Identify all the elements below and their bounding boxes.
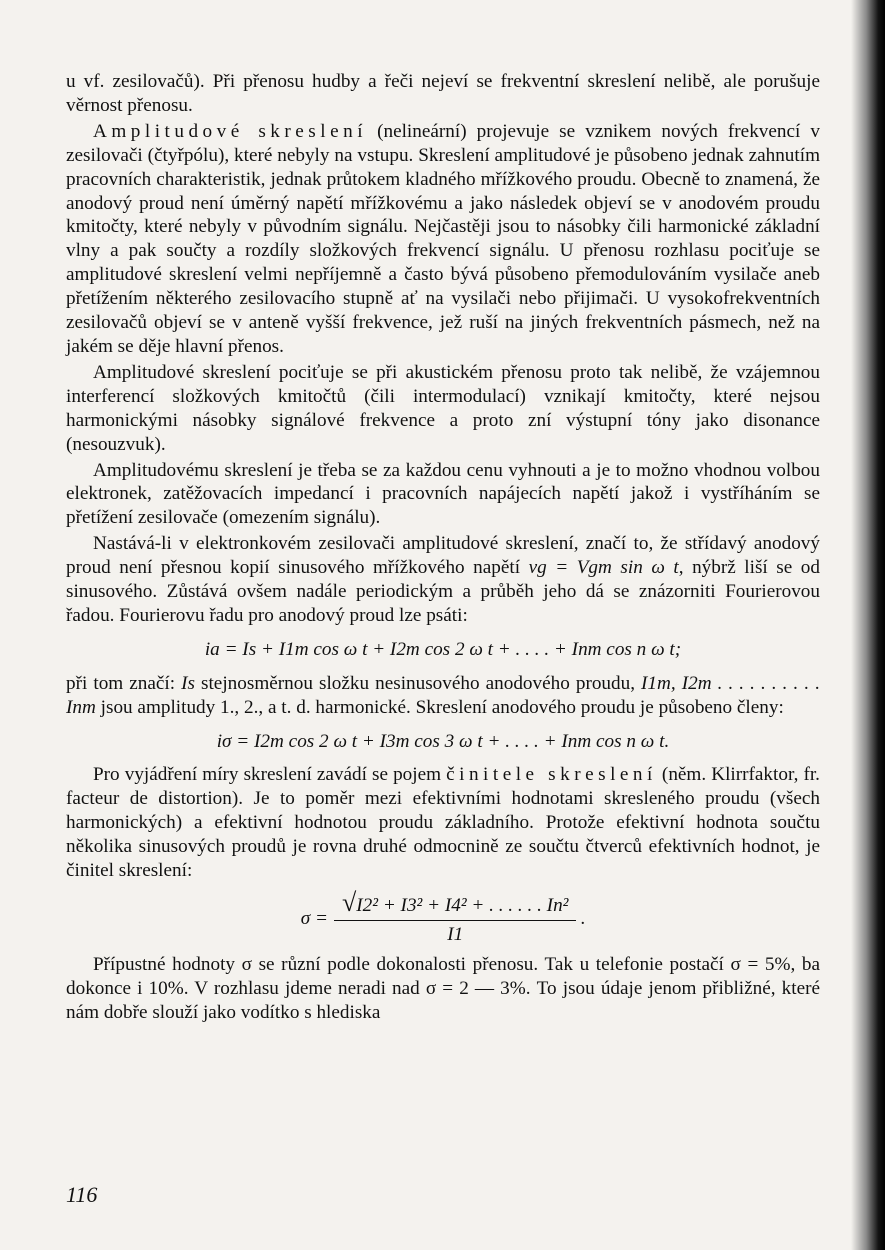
page-number: 116	[66, 1182, 98, 1207]
paragraph-6-text-c: jsou amplitudy 1., 2., a t. d. harmonické. Skreslení anodového proudu je působeno členy:	[95, 696, 784, 718]
spaced-term-distortion-factor: činitele skreslení	[446, 764, 657, 786]
paragraph-5-text-a: Nastává-li v elektronkovém zesilovači amplitudové skreslení, značí to, že střídavý anodový proud není přesnou kopií sinusového mřížkového napětí	[66, 533, 820, 579]
paragraph-2-text: (nelineární) projevuje se vznikem nových frekvencí v zesilovači (čtyřpólu), které nebyly na vstupu. Skreslení amplitudové je působeno jednak zahnutím pracovních charakteristik, jednak průtokem kladného mřížkového proudu. Obecně to znamená, že anodový proud není úměrný napětí mřížkovému a jako následek objeví se v anodovém proudu kmitočty, které nebyly v původním signálu. Nejčastěji jsou to násobky čili harmonické základní vlny a pak součty a rozdíly složkových frekvencí signálu. U přenosu rozhlasu pociťuje se amplitudové skreslení velmi nepříjemně a často bývá působeno přemodulováním vysilače aneb přetížením některého zesilovacího stupně ať na vysilači nebo přijimači. U vysokofrekventních zesilovačů objeví se v anteně vyšší frekvence, jež ruší na jiných frekventních pásmech, než na jakém se děje hlavní přenos.	[66, 120, 820, 357]
paragraph-5	[66, 532, 820, 628]
fraction	[334, 888, 576, 947]
equation-period: .	[580, 907, 586, 929]
paragraph-7-text-b: (něm. Klirrfaktor, fr. facteur de distortion). Je to poměr mezi efektivními hodnotami skresleného proudu (všech harmonických) a efektivní hodnotou proudu základního. Protože efektivní hodnota součtu několika sinusových proudů je rovna druhé odmocnině ze součtu čtverců efektivních hodnot, je činitel skreslení:	[66, 764, 820, 882]
paragraph-3: Amplitudové skreslení pociťuje se při akustickém přenosu proto tak nelibě, že vzájemnou interferencí složkových kmitočtů (čili intermodulací) vznikají kmitočty, které nejsou harmonickými násobky signálové frekvence a proto zní výstupní tóny jako disonance (nesouzvuk).	[66, 361, 820, 455]
paragraph-6-text-a: při tom značí:	[66, 672, 182, 694]
square-root-icon: √	[342, 888, 357, 917]
equation-distortion-factor	[66, 888, 820, 947]
paragraph-5-text-b: , nýbrž liší se od sinusového. Zůstává ovšem nadále periodickým a průběh jeho dá se znázorniti Fourierovou řadou. Fourierovu řadu pro anodový proud lze psáti:	[66, 557, 820, 626]
paragraph-6-text-b: stejnosměrnou složku nesinusového anodového proudu,	[194, 672, 642, 694]
paragraph-4: Amplitudovému skreslení je třeba se za každou cenu vyhnouti a je to možno vhodnou volbou elektronek, zatěžovacích impedancí i pracovních napájecích napětí jakož i vystříháním se přetížení zesilovače (omezením signálu).	[66, 459, 820, 529]
equation-fourier-series: ia = Is + I1m cos ω t + I2m cos 2 ω t + . . . . + Inm cos n ω t;	[204, 638, 682, 660]
paragraph-8: Přípustné hodnoty σ se různí podle dokonalosti přenosu. Tak u telefonie postačí σ = 5%, ba dokonce i 10%. V rozhlasu jdeme neradi nad σ = 2 — 3%. To jsou údaje jenom přibližné, které nám dobře slouží jako vodítko s hlediska	[66, 953, 820, 1023]
inline-math-vg: vg = Vgm sin ω t	[528, 557, 679, 579]
fraction-numerator	[334, 888, 576, 921]
paragraph-1: u vf. zesilovačů). Při přenosu hudby a řeči nejeví se frekventní skreslení nelibě, ale porušuje věrnost přenosu.	[66, 71, 820, 116]
sigma-lhs: σ =	[300, 907, 328, 929]
paragraph-7	[66, 763, 820, 883]
book-spine-shadow	[851, 0, 885, 1250]
spaced-term-amplitude-distortion: Amplitudové skreslení	[93, 120, 368, 142]
equation-distortion-terms: iσ = I2m cos 2 ω t + I3m cos 3 ω t + . . . . + Inm cos n ω t.	[216, 730, 670, 752]
page-body	[66, 70, 820, 1025]
paragraph-7-text-a: Pro vyjádření míry skreslení zavádí se pojem	[93, 764, 447, 786]
inline-math-amplitude-list: I1m, I2m . . . . . . . . . . Inm	[66, 672, 820, 718]
fraction-denominator: I1	[447, 923, 464, 945]
paragraph-2	[66, 120, 820, 359]
paragraph-6	[66, 672, 820, 720]
inline-math-is: Is	[181, 672, 195, 694]
numerator-text: I2² + I3² + I4² + . . . . . . In²	[356, 895, 569, 916]
